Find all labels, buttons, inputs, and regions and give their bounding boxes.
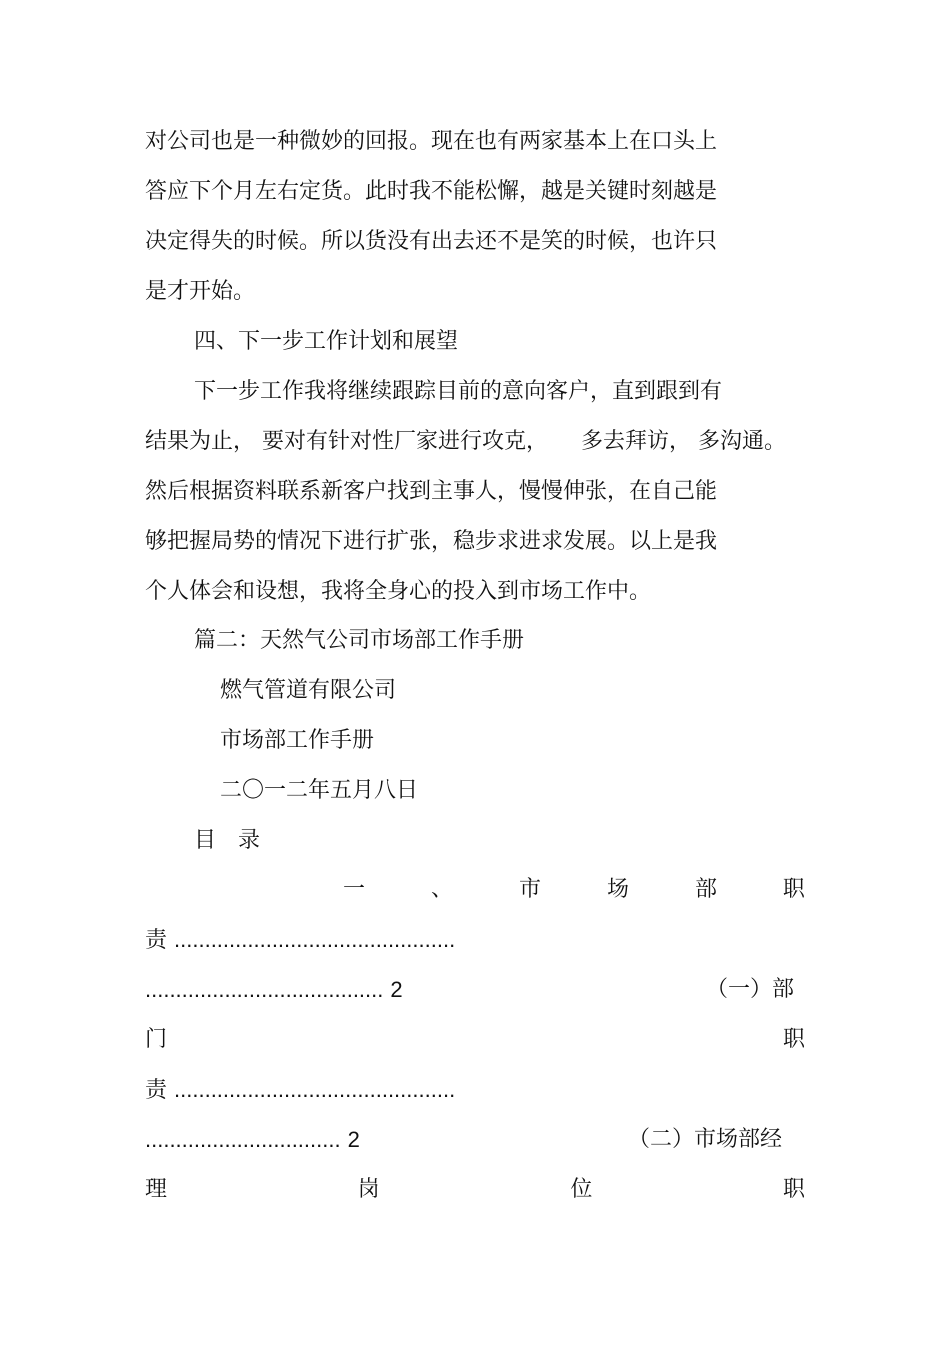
toc-item3-start: （二）市场部经: [628, 1127, 783, 1152]
toc-char: 岗: [357, 1177, 380, 1202]
paragraph-line: 结果为止， 要对有针对性厂家进行攻克， 多去拜访， 多沟通。: [145, 429, 786, 454]
toc-char: 职: [782, 1177, 805, 1202]
paragraph-line: 然后根据资料联系新客户找到主事人，慢慢伸张，在自己能: [145, 479, 718, 504]
paragraph-line: 对公司也是一种微妙的回报。现在也有两家基本上在口头上: [145, 129, 718, 154]
toc-item1-row: [343, 876, 805, 904]
toc-char: 职: [782, 877, 805, 902]
toc-leader-dots: .......................................: [145, 977, 384, 1002]
toc-line: [145, 976, 403, 1005]
toc-leader-dots: ..............................................: [174, 1077, 456, 1102]
toc-item2-row: [145, 1026, 805, 1054]
company-name: 燃气管道有限公司: [220, 678, 397, 703]
toc-char: 、: [430, 877, 453, 902]
toc-text: 责: [145, 928, 168, 953]
section-heading: 四、下一步工作计划和展望: [194, 329, 459, 354]
toc-line: [145, 1076, 455, 1105]
toc-page-number: 2: [390, 977, 403, 1002]
paragraph-line: 是才开始。: [145, 279, 256, 304]
paragraph-line: 够把握局势的情况下进行扩张，稳步求进求发展。以上是我: [145, 529, 718, 554]
paragraph-line: 决定得失的时候。所以货没有出去还不是笑的时候，也许只: [145, 229, 718, 254]
paragraph-line: 下一步工作我将继续跟踪目前的意向客户，直到跟到有: [194, 379, 723, 404]
toc-char: 门: [145, 1027, 168, 1052]
toc-line: [145, 1126, 360, 1155]
toc-line: [145, 926, 455, 955]
toc-leader-dots: ................................: [145, 1127, 341, 1152]
toc-item2-start: （一）部: [706, 977, 795, 1002]
toc-text: 责: [145, 1078, 168, 1103]
toc-char: 部: [694, 877, 717, 902]
toc-heading: 目 录: [194, 828, 261, 853]
section-title: 篇二：天然气公司市场部工作手册: [194, 628, 525, 653]
toc-char: 一: [343, 877, 366, 902]
toc-char: 理: [145, 1177, 168, 1202]
toc-char: 位: [570, 1177, 593, 1202]
toc-char: 市: [518, 877, 541, 902]
manual-date: 二〇一二年五月八日: [220, 778, 419, 803]
paragraph-line: 答应下个月左右定货。此时我不能松懈，越是关键时刻越是: [145, 179, 718, 204]
manual-title: 市场部工作手册: [220, 728, 375, 753]
toc-item3-row: [145, 1176, 805, 1204]
toc-char: 场: [606, 877, 629, 902]
toc-leader-dots: ..............................................: [174, 927, 456, 952]
toc-page-number: 2: [347, 1127, 360, 1152]
toc-char: 职: [782, 1027, 805, 1052]
paragraph-line: 个人体会和设想，我将全身心的投入到市场工作中。: [145, 579, 652, 604]
